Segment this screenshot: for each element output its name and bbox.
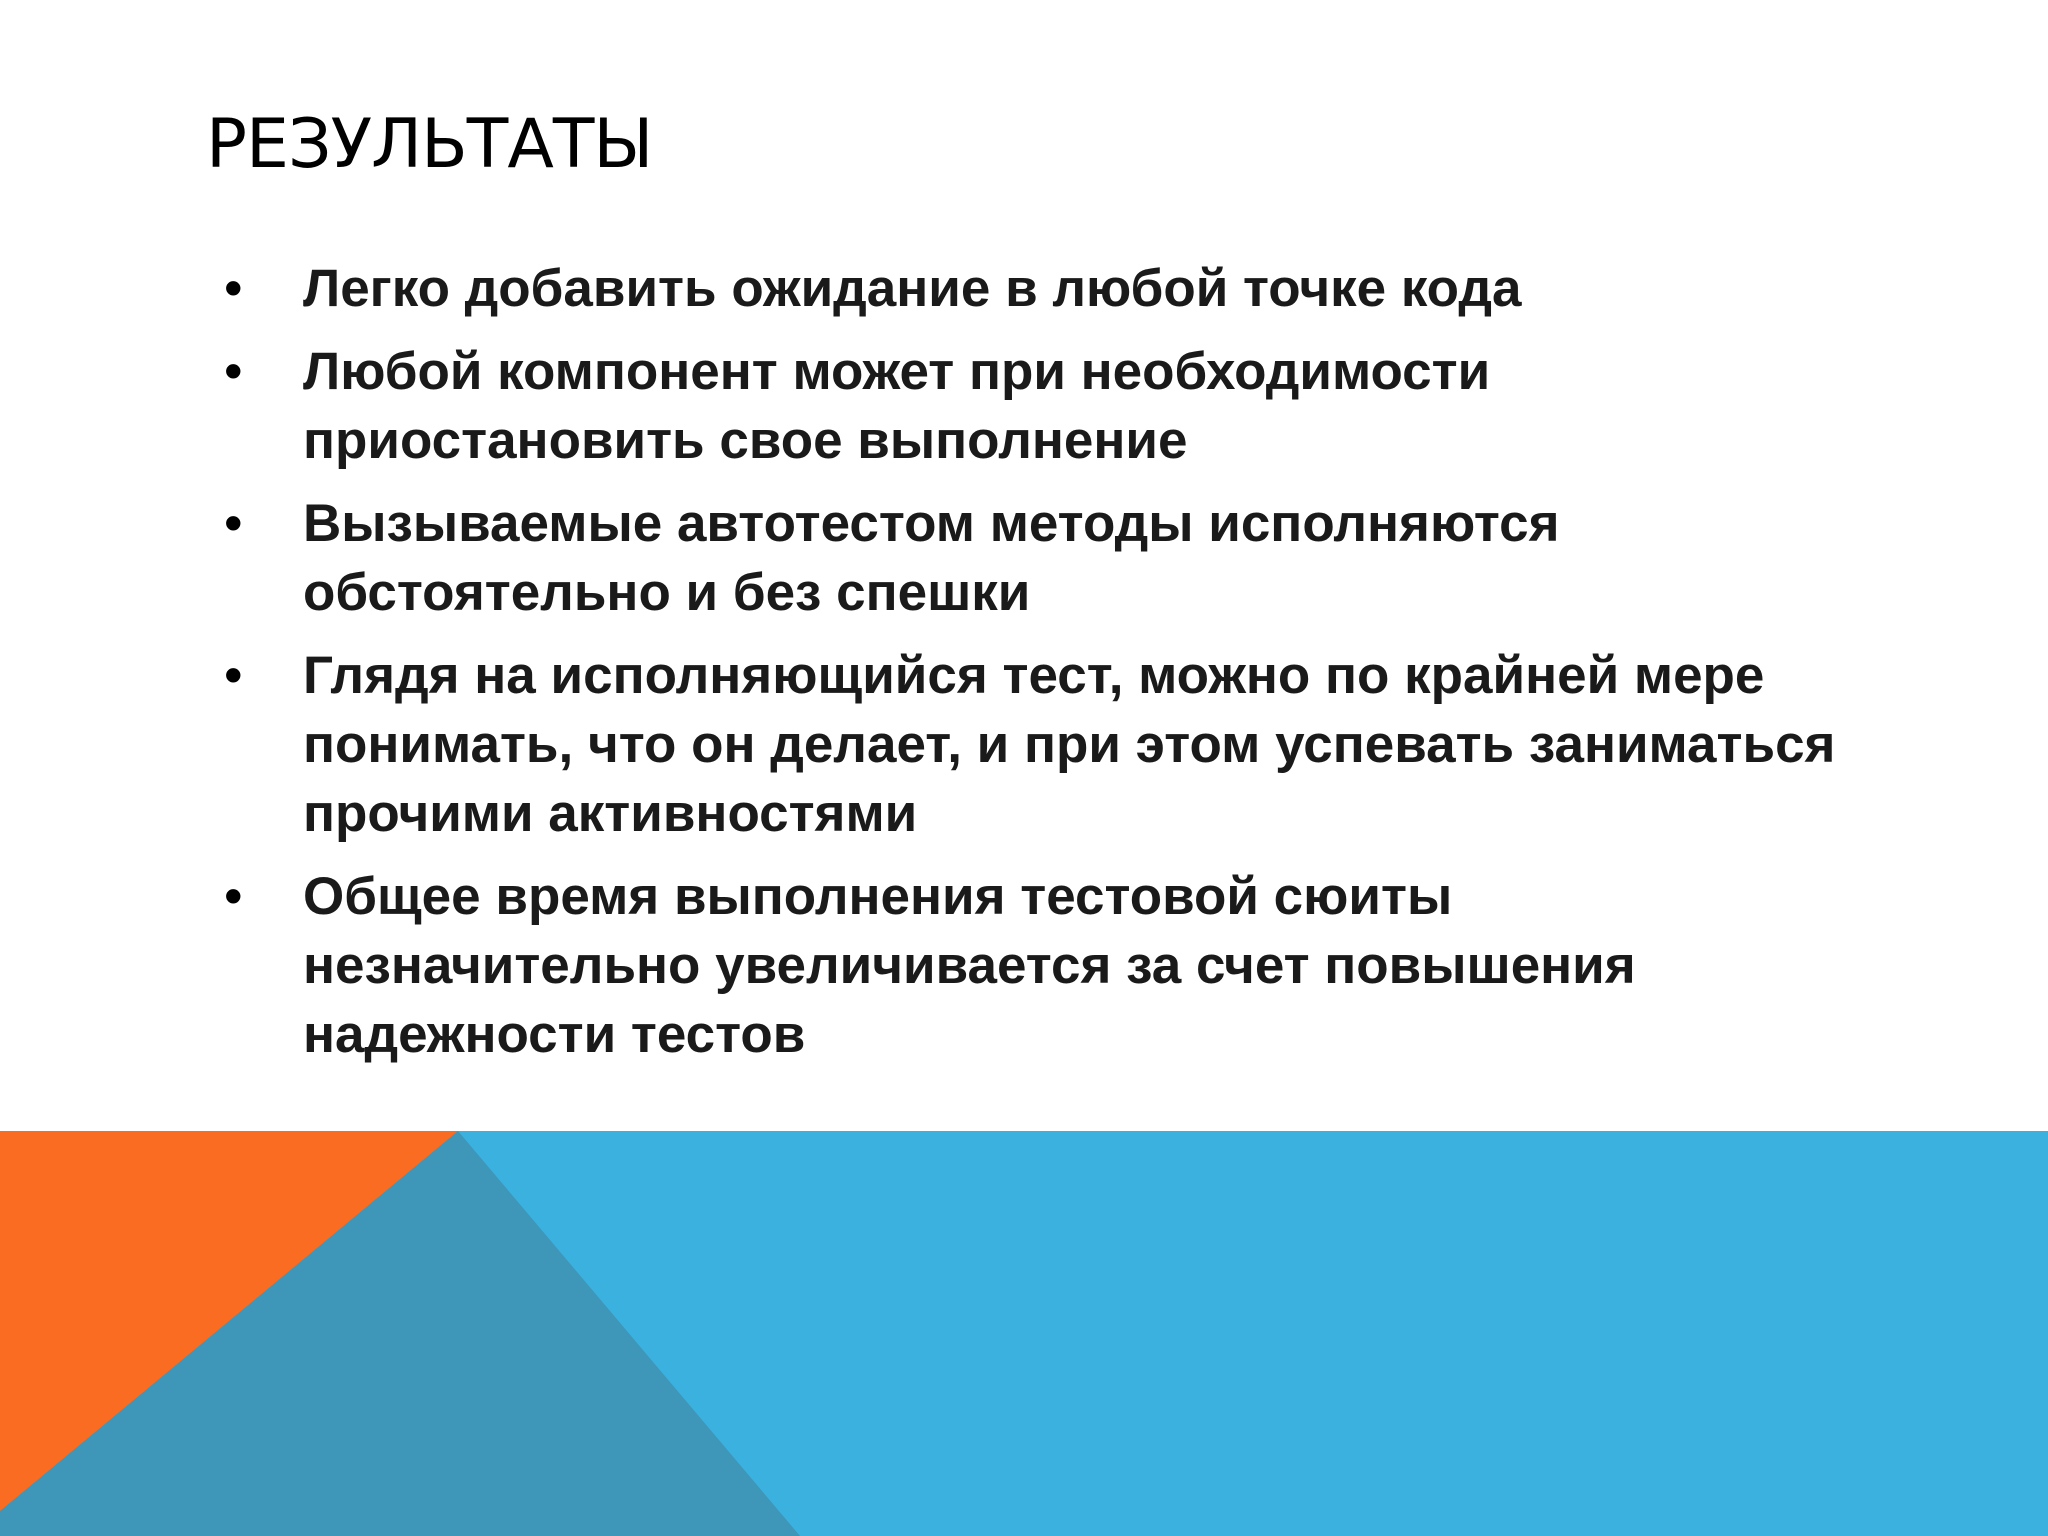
bullet-item xyxy=(0,337,2048,475)
bullet-item xyxy=(0,641,2048,848)
bullet-text: Глядя на исполняющийся тест, можно по крайней мере понимать, что он делает, и при этом успевать заниматься прочими активностями xyxy=(303,646,1836,843)
bullet-item xyxy=(0,862,2048,1069)
bullet-item xyxy=(0,489,2048,627)
bullet-list xyxy=(0,254,2048,1083)
bullet-text: Вызываемые автотестом методы исполняются обстоятельно и без спешки xyxy=(303,494,1560,622)
decorative-bottom-band xyxy=(0,1131,2048,1536)
bullet-text: Общее время выполнения тестовой сюиты незначительно увеличивается за счет повышения надежности тестов xyxy=(303,867,1636,1064)
bullet-dot-icon: • xyxy=(224,259,243,318)
bullet-text: Любой компонент может при необходимости приостановить свое выполнение xyxy=(303,342,1491,470)
bullet-text: Легко добавить ожидание в любой точке кода xyxy=(303,259,1522,318)
bullet-dot-icon: • xyxy=(224,646,243,705)
bullet-dot-icon: • xyxy=(224,867,243,926)
geometric-band-graphic xyxy=(0,1131,2048,1536)
slide-title: РЕЗУЛЬТАТЫ xyxy=(206,105,653,184)
bullet-item xyxy=(0,254,2048,323)
bullet-dot-icon: • xyxy=(224,342,243,401)
bullet-dot-icon: • xyxy=(224,494,243,553)
